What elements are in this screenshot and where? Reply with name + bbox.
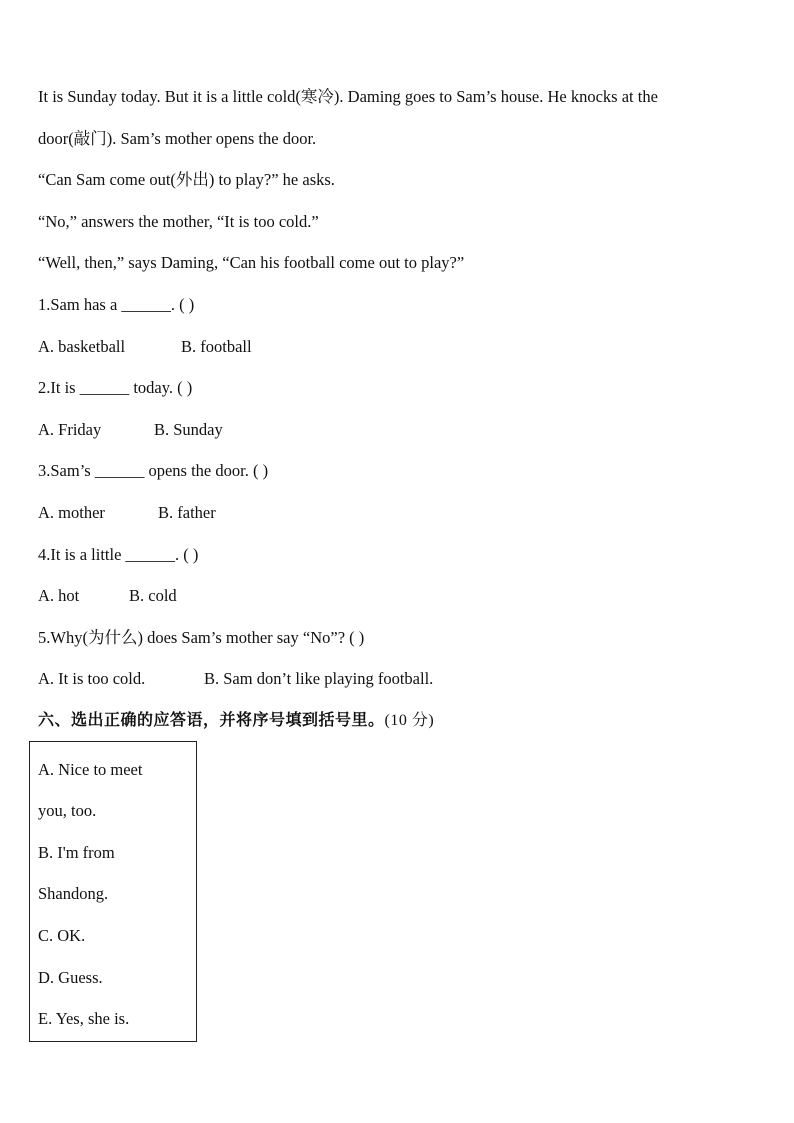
- answer-choice-b-line-2: Shandong.: [38, 884, 109, 903]
- question-4-option-b: B. cold: [129, 586, 177, 605]
- section-6-score: (10 分): [384, 712, 435, 729]
- question-4-stem: 4.It is a little ______. ( ): [38, 545, 199, 564]
- passage-line-3: “Can Sam come out(外出) to play?” he asks.: [38, 170, 335, 189]
- answer-choice-e: E. Yes, she is.: [38, 1009, 130, 1028]
- question-3-options: [38, 503, 216, 523]
- question-2-option-a: A. Friday: [38, 420, 102, 439]
- section-6-title: 六、选出正确的应答语，并将序号填到括号里。: [38, 710, 385, 729]
- question-2-options: [38, 420, 223, 440]
- question-1-option-a: A. basketball: [38, 337, 126, 356]
- passage-line-2: door(敲门). Sam’s mother opens the door.: [38, 129, 317, 148]
- question-2-stem: 2.It is ______ today. ( ): [38, 378, 193, 397]
- question-3-option-a: A. mother: [38, 503, 105, 522]
- question-3-stem: 3.Sam’s ______ opens the door. ( ): [38, 461, 269, 480]
- question-2-option-b: B. Sunday: [154, 420, 223, 439]
- question-5-option-a: A. It is too cold.: [38, 669, 146, 688]
- answer-choice-d: D. Guess.: [38, 968, 103, 987]
- answer-choice-a-line-1: A. Nice to meet: [38, 760, 143, 779]
- question-1-options: [38, 337, 252, 357]
- question-5-stem: 5.Why(为什么) does Sam’s mother say “No”? ( ): [38, 628, 365, 647]
- question-5-options: [38, 669, 433, 689]
- question-5-option-b: B. Sam don’t like playing football.: [204, 669, 434, 688]
- answer-choice-a-line-2: you, too.: [38, 801, 97, 820]
- question-1-stem: 1.Sam has a ______. ( ): [38, 295, 195, 314]
- question-1-option-b: B. football: [181, 337, 252, 356]
- section-6-heading: [38, 710, 434, 731]
- question-4-option-a: A. hot: [38, 586, 80, 605]
- passage-line-5: “Well, then,” says Daming, “Can his football come out to play?”: [38, 253, 465, 272]
- answer-choice-c: C. OK.: [38, 926, 86, 945]
- answer-choices-box: [29, 741, 197, 1042]
- answer-choice-b-line-1: B. I'm from: [38, 843, 115, 862]
- passage-line-1: It is Sunday today. But it is a little cold(寒冷). Daming goes to Sam’s house. He knocks at the: [38, 87, 658, 106]
- question-3-option-b: B. father: [158, 503, 216, 522]
- passage-line-4: “No,” answers the mother, “It is too cold.”: [38, 212, 319, 231]
- question-4-options: [38, 586, 177, 606]
